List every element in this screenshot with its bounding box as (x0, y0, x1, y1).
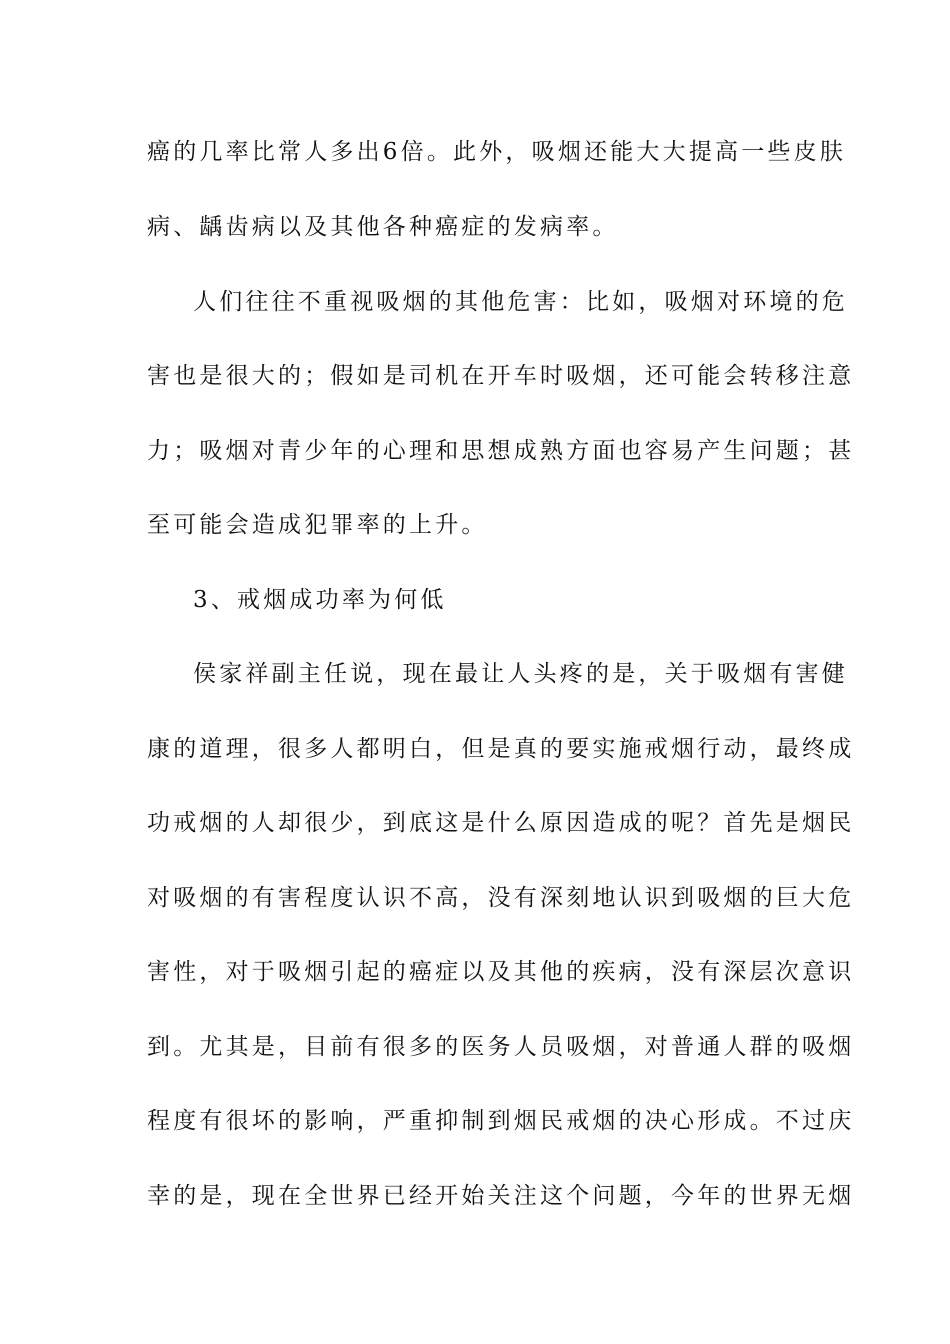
paragraph-start-line: 侯家祥副主任说，现在最让人头疼的是，关于吸烟有害健 (193, 661, 848, 687)
text-line: 康的道理，很多人都明白，但是真的要实施戒烟行动，最终成 (147, 736, 855, 762)
paragraph-start-line: 人们往往不重视吸烟的其他危害：比如，吸烟对环境的危 (193, 289, 848, 315)
text-line: 到。尤其是，目前有很多的医务人员吸烟，对普通人群的吸烟 (147, 1034, 855, 1060)
text-line: 功戒烟的人却很少，到底这是什么原因造成的呢？首先是烟民 (147, 810, 855, 836)
section-heading: 3、戒烟成功率为何低 (193, 587, 447, 613)
text-line: 力；吸烟对青少年的心理和思想成熟方面也容易产生问题；甚 (147, 438, 855, 464)
text-line: 幸的是，现在全世界已经开始关注这个问题，今年的世界无烟 (147, 1183, 855, 1209)
text-line: 对吸烟的有害程度认识不高，没有深刻地认识到吸烟的巨大危 (147, 885, 855, 911)
text-line: 至可能会造成犯罪率的上升。 (147, 512, 488, 538)
text-line: 害也是很大的；假如是司机在开车时吸烟，还可能会转移注意 (147, 363, 855, 389)
text-line: 害性，对于吸烟引起的癌症以及其他的疾病，没有深层次意识 (147, 959, 855, 985)
text-line: 病、龋齿病以及其他各种癌症的发病率。 (147, 214, 619, 240)
text-line: 程度有很坏的影响，严重抑制到烟民戒烟的决心形成。不过庆 (147, 1108, 855, 1134)
text-line: 癌的几率比常人多出6倍。此外，吸烟还能大大提高一些皮肤 (147, 139, 847, 165)
